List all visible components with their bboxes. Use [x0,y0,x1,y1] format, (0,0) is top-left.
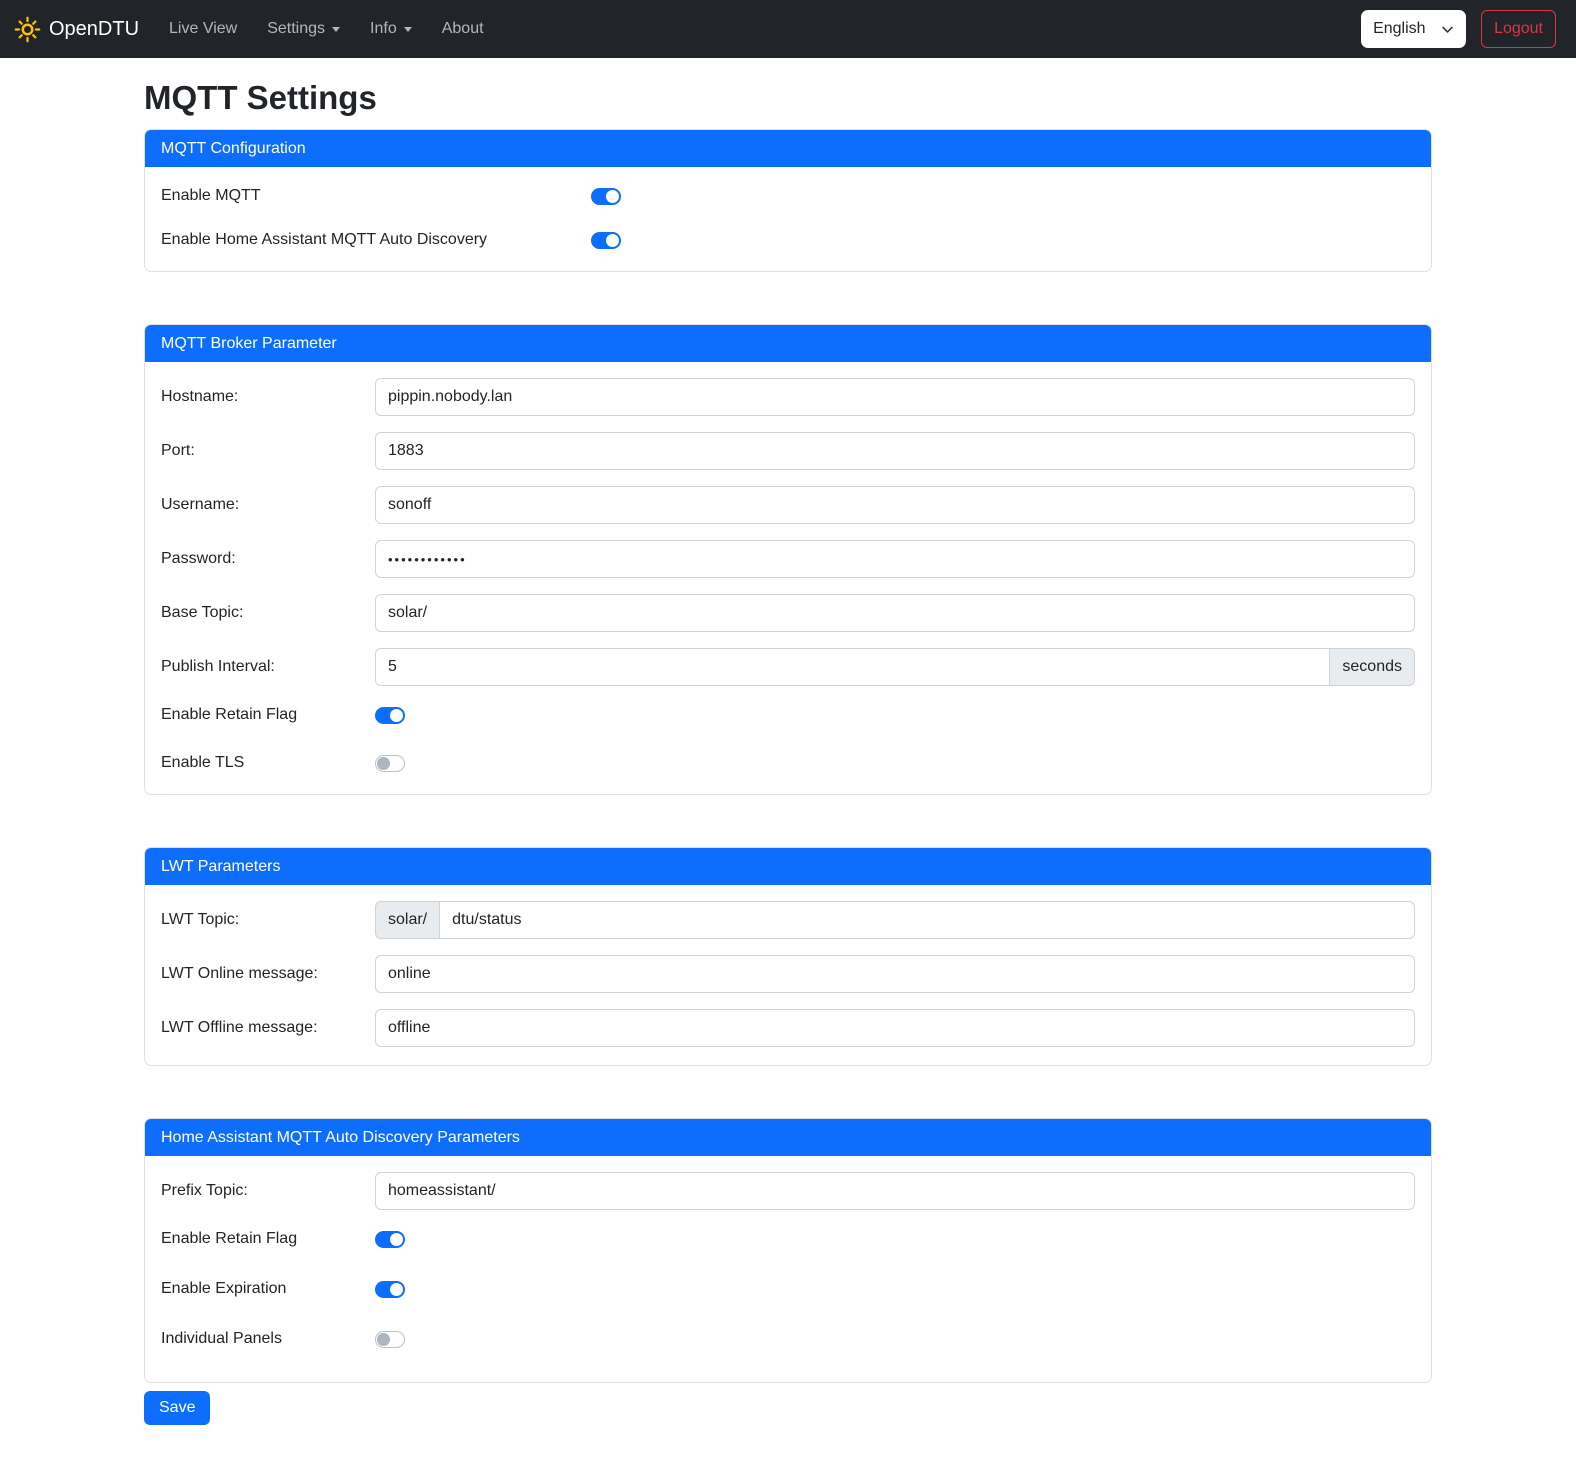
username-input[interactable] [375,486,1415,524]
ha-discovery-body [145,1156,1431,1382]
lwt-parameters-header: LWT Parameters [145,848,1431,885]
top-navbar [0,0,1576,58]
nav-item-info[interactable] [362,12,420,46]
enable-expiration-label: Enable Expiration [161,1280,287,1297]
lwt-offline-row [161,1009,1415,1047]
enable-mqtt-toggle[interactable] [591,188,621,205]
toggle-knob [390,709,403,722]
lwt-parameters-body [145,885,1431,1065]
publish-interval-row [161,648,1415,686]
chevron-down-icon [404,27,412,32]
lwt-parameters-card [144,847,1432,1066]
password-row [161,540,1415,578]
port-label: Port: [161,442,195,459]
mqtt-configuration-card [144,129,1432,272]
logout-button[interactable]: Logout [1481,10,1556,48]
toggle-knob [377,1333,390,1346]
mqtt-configuration-header: MQTT Configuration [145,130,1431,167]
ha-enable-retain-label: Enable Retain Flag [161,1230,298,1247]
nav-item-about-label: About [441,20,484,37]
prefix-topic-label: Prefix Topic: [161,1182,248,1199]
broker-enable-retain-label: Enable Retain Flag [161,706,298,723]
enable-expiration-toggle[interactable] [375,1281,405,1298]
password-label: Password: [161,550,236,567]
save-button[interactable]: Save [144,1391,210,1425]
navbar-right [1361,10,1564,48]
lwt-topic-row [161,901,1415,939]
toggle-knob [606,234,619,247]
page-title: MQTT Settings [144,79,377,116]
broker-enable-retain-toggle[interactable] [375,707,405,724]
lwt-offline-label: LWT Offline message: [161,1019,318,1036]
hostname-label: Hostname: [161,388,239,405]
individual-panels-row [161,1326,1415,1352]
lwt-offline-input[interactable] [375,1009,1415,1047]
username-row [161,486,1415,524]
chevron-down-icon [332,27,340,32]
toggle-knob [390,1233,403,1246]
base-topic-label: Base Topic: [161,604,244,621]
nav-item-info-label: Info [370,20,397,37]
nav-item-about[interactable] [434,12,492,46]
lwt-online-input[interactable] [375,955,1415,993]
base-topic-row [161,594,1415,632]
nav-links [161,12,1361,46]
hostname-input[interactable] [375,378,1415,416]
nav-item-settings-label: Settings [267,20,326,37]
toggle-knob [606,190,619,203]
nav-item-live-view-label: Live View [169,20,238,37]
nav-item-settings[interactable] [259,12,348,46]
hostname-row [161,378,1415,416]
sun-icon [14,16,41,43]
brand-link[interactable] [12,12,147,47]
enable-tls-label: Enable TLS [161,754,245,771]
base-topic-input[interactable] [375,594,1415,632]
individual-panels-toggle[interactable] [375,1331,405,1348]
ha-discovery-header: Home Assistant MQTT Auto Discovery Parameters [145,1119,1431,1156]
individual-panels-label: Individual Panels [161,1330,282,1347]
enable-expiration-row [161,1276,1415,1302]
page-container [144,79,1432,1449]
enable-ha-auto-discovery-toggle[interactable] [591,232,621,249]
broker-enable-retain-row [161,702,1415,728]
lwt-online-row [161,955,1415,993]
mqtt-configuration-body [145,167,1431,271]
lwt-topic-label: LWT Topic: [161,911,240,928]
ha-enable-retain-row [161,1226,1415,1252]
publish-interval-unit: seconds [1330,648,1415,686]
prefix-topic-input[interactable] [375,1172,1415,1210]
port-input[interactable] [375,432,1415,470]
language-selected-value: English [1373,20,1426,37]
enable-mqtt-label: Enable MQTT [161,187,261,204]
toggle-knob [377,757,390,770]
prefix-topic-row [161,1172,1415,1210]
nav-item-live-view[interactable] [161,12,245,46]
lwt-topic-prefix: solar/ [375,901,439,939]
brand-label: OpenDTU [49,17,140,40]
username-label: Username: [161,496,240,513]
language-select[interactable] [1361,10,1466,48]
toggle-knob [390,1283,403,1296]
chevron-down-icon [1441,23,1454,36]
mqtt-broker-body [145,362,1431,794]
publish-interval-input[interactable] [375,648,1330,686]
password-input[interactable] [375,540,1415,578]
lwt-online-label: LWT Online message: [161,965,318,982]
publish-interval-label: Publish Interval: [161,658,275,675]
lwt-topic-input[interactable] [439,901,1415,939]
port-row [161,432,1415,470]
enable-tls-toggle[interactable] [375,755,405,772]
enable-tls-row [161,750,1415,776]
mqtt-broker-card [144,324,1432,795]
enable-ha-auto-discovery-label: Enable Home Assistant MQTT Auto Discovery [161,231,488,248]
enable-ha-auto-discovery-row [161,227,1415,253]
enable-mqtt-row [161,183,1415,209]
ha-enable-retain-toggle[interactable] [375,1231,405,1248]
mqtt-broker-header: MQTT Broker Parameter [145,325,1431,362]
ha-discovery-card [144,1118,1432,1383]
